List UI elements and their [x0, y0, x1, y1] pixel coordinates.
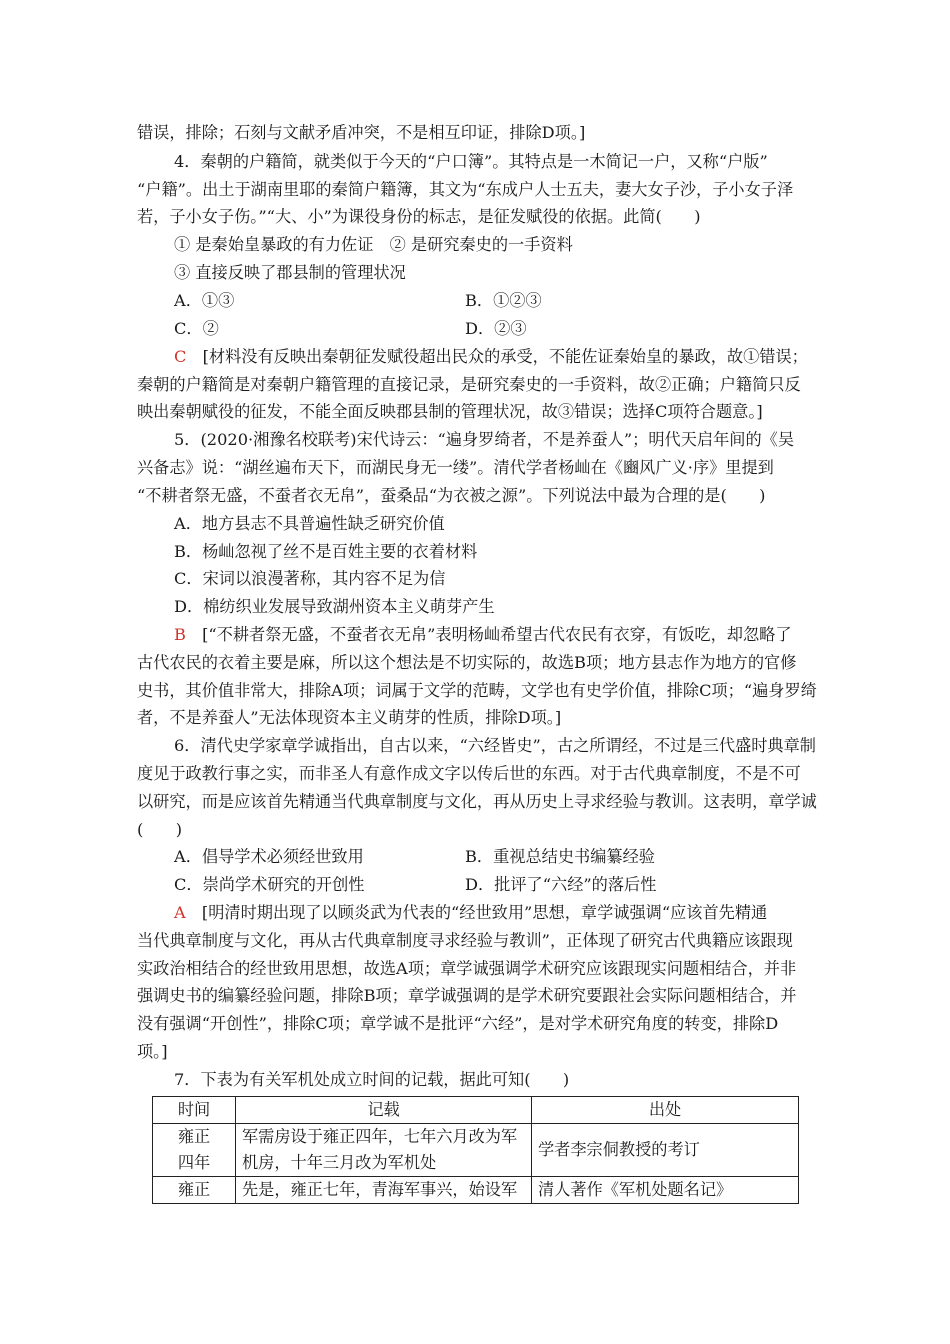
row1-record-line2: 机房，十年三月改为军机处 — [242, 1153, 437, 1172]
table-row — [153, 1124, 799, 1177]
q6-option-c: C．崇尚学术研究的开创性 — [174, 875, 365, 894]
row2-time — [153, 1177, 236, 1204]
q5-option-a: A．地方县志不具普遍性缺乏研究价值 — [174, 514, 445, 533]
q6-answer-line4: 强调史书的编纂经验问题，排除B项；章学诚强调的是学术研究要跟社会实际问题相结合，并 — [137, 986, 797, 1005]
header-time: 时间 — [153, 1097, 236, 1124]
q6-answer-text: [明清时期出现了以顾炎武为代表的“经世致用”思想，章学诚强调“应该首先精通 — [201, 903, 768, 922]
q5-stem-line2: 兴备志》说：“湖丝遍布天下，而湖民身无一缕”。清代学者杨屾在《豳风广义·序》里提到 — [137, 458, 774, 477]
q4-option-c: C．② — [174, 319, 219, 338]
q5-answer-line4: 者，不是养蚕人”无法体现资本主义萌芽的性质，排除D项。] — [137, 708, 562, 727]
q4-answer-line2: 秦朝的户籍简是对秦朝户籍管理的直接记录，是研究秦史的一手资料，故②正确；户籍简只反 — [137, 375, 801, 394]
q6-answer-line5: 没有强调“开创性”，排除C项；章学诚不是批评“六经”，是对学术研究角度的转变，排除D — [137, 1014, 779, 1033]
row1-time-line1: 雍正 — [177, 1127, 211, 1146]
q4-answer-key: C — [174, 347, 187, 366]
q5-stem-line3: “不耕者祭无盛，不蚕者衣无帛”，蚕桑品“为衣被之源”。下列说法中最为合理的是( ) — [137, 486, 766, 505]
q5-option-b: B．杨屾忽视了丝不是百姓主要的衣着材料 — [174, 542, 478, 561]
junjichu-record-table — [152, 1096, 799, 1204]
q5-stem-line1: 5．(2020·湘豫名校联考)宋代诗云：“遍身罗绮者，不是养蚕人”；明代天启年间的《吴 — [174, 430, 795, 449]
q6-answer-line6: 项。] — [137, 1042, 168, 1061]
row2-time-line1: 雍正 — [177, 1180, 211, 1199]
q6-answer-line1 — [174, 902, 767, 924]
q4-stem-line3: 若，子小女子伤。”“大、小”为课役身份的标志，是征发赋役的依据。此简( ) — [137, 207, 701, 226]
q5-answer-line2: 古代农民的衣着主要是麻，所以这个想法是不切实际的，故选B项；地方县志作为地方的官修 — [137, 653, 797, 672]
q5-option-c: C．宋词以浪漫著称，其内容不足为信 — [174, 569, 446, 588]
q6-stem-line2: 度见于政教行事之实，而非圣人有意作成文字以传后世的东西。对于古代典章制度，不是不可 — [137, 764, 801, 783]
q4-option-b: B．①②③ — [465, 291, 542, 310]
row2-record-line1: 先是，雍正七年，青海军事兴，始设军 — [242, 1180, 518, 1199]
header-record: 记载 — [236, 1097, 532, 1124]
row1-source: 学者李宗侗教授的考订 — [532, 1124, 799, 1177]
q4-answer-line3: 映出秦朝赋役的征发，不能全面反映郡县制的管理状况，故③错误；选择C项符合题意。] — [137, 402, 763, 421]
row2-record — [236, 1177, 532, 1204]
q5-option-d: D．棉纺织业发展导致湖州资本主义萌芽产生 — [174, 597, 495, 616]
table-row — [153, 1177, 799, 1204]
row1-time-line2: 四年 — [177, 1153, 211, 1172]
row1-record-line1: 军需房设于雍正四年，七年六月改为军 — [242, 1127, 518, 1146]
q4-stem-line1: 4．秦朝的户籍简，就类似于今天的“户口簿”。其特点是一木简记一户，又称“户版” — [174, 152, 768, 171]
q4-statement-3: ③ 直接反映了郡县制的管理状况 — [174, 263, 406, 282]
q4-option-a: A．①③ — [174, 291, 235, 310]
q6-answer-line3: 实政治相结合的经世致用思想，故选A项；章学诚强调学术研究应该跟现实问题相结合，并非 — [137, 959, 797, 978]
q4-option-d: D．②③ — [465, 319, 527, 338]
q5-answer-line3: 史书，其价值非常大，排除A项；词属于文学的范畴，文学也有史学价值，排除C项；“遍身罗绮 — [137, 681, 817, 700]
q6-option-d: D．批评了“六经”的落后性 — [465, 875, 657, 894]
q6-stem-line4: ( ) — [137, 820, 183, 839]
q4-answer-text: [材料没有反映出秦朝征发赋役超出民众的承受，不能佐证秦始皇的暴政，故①错误； — [202, 347, 808, 366]
q6-answer-line2: 当代典章制度与文化，再从古代典章制度寻求经验与教训”，正体现了研究古代典籍应该跟现 — [137, 931, 793, 950]
q5-answer-text: [“不耕者祭无盛，不蚕者衣无帛”表明杨屾希望古代农民有衣穿，有饭吃，却忽略了 — [202, 625, 792, 644]
header-source: 出处 — [532, 1097, 799, 1124]
q6-option-a: A．倡导学术必须经世致用 — [174, 847, 364, 866]
q4-statement-1-2: ① 是秦始皇暴政的有力佐证 ② 是研究秦史的一手资料 — [174, 235, 573, 254]
q5-answer-line1 — [174, 624, 792, 646]
answer3-tail: 错误，排除；石刻与文献矛盾冲突，不是相互印证，排除D项。] — [137, 123, 586, 142]
q5-answer-key: B — [174, 625, 186, 644]
row2-source: 清人著作《军机处题名记》 — [532, 1177, 799, 1204]
row1-record — [236, 1124, 532, 1177]
q7-stem: 7．下表为有关军机处成立时间的记载，据此可知( ) — [174, 1070, 570, 1089]
q6-stem-line1: 6．清代史学家章学诚指出，自古以来，“六经皆史”，古之所谓经，不过是三代盛时典章制 — [174, 736, 816, 755]
q4-answer-line1 — [174, 346, 808, 368]
row1-time — [153, 1124, 236, 1177]
q6-answer-key: A — [174, 903, 186, 922]
q6-option-b: B．重视总结史书编纂经验 — [465, 847, 655, 866]
q4-stem-line2: “户籍”。出土于湖南里耶的秦简户籍簿，其文为“东成户人士五夫，妻大女子沙，子小女子泽 — [137, 180, 794, 199]
table-header-row — [153, 1097, 799, 1124]
q6-stem-line3: 以研究，而是应该首先精通当代典章制度与文化，再从历史上寻求经验与教训。这表明，章学诚 — [137, 792, 817, 811]
